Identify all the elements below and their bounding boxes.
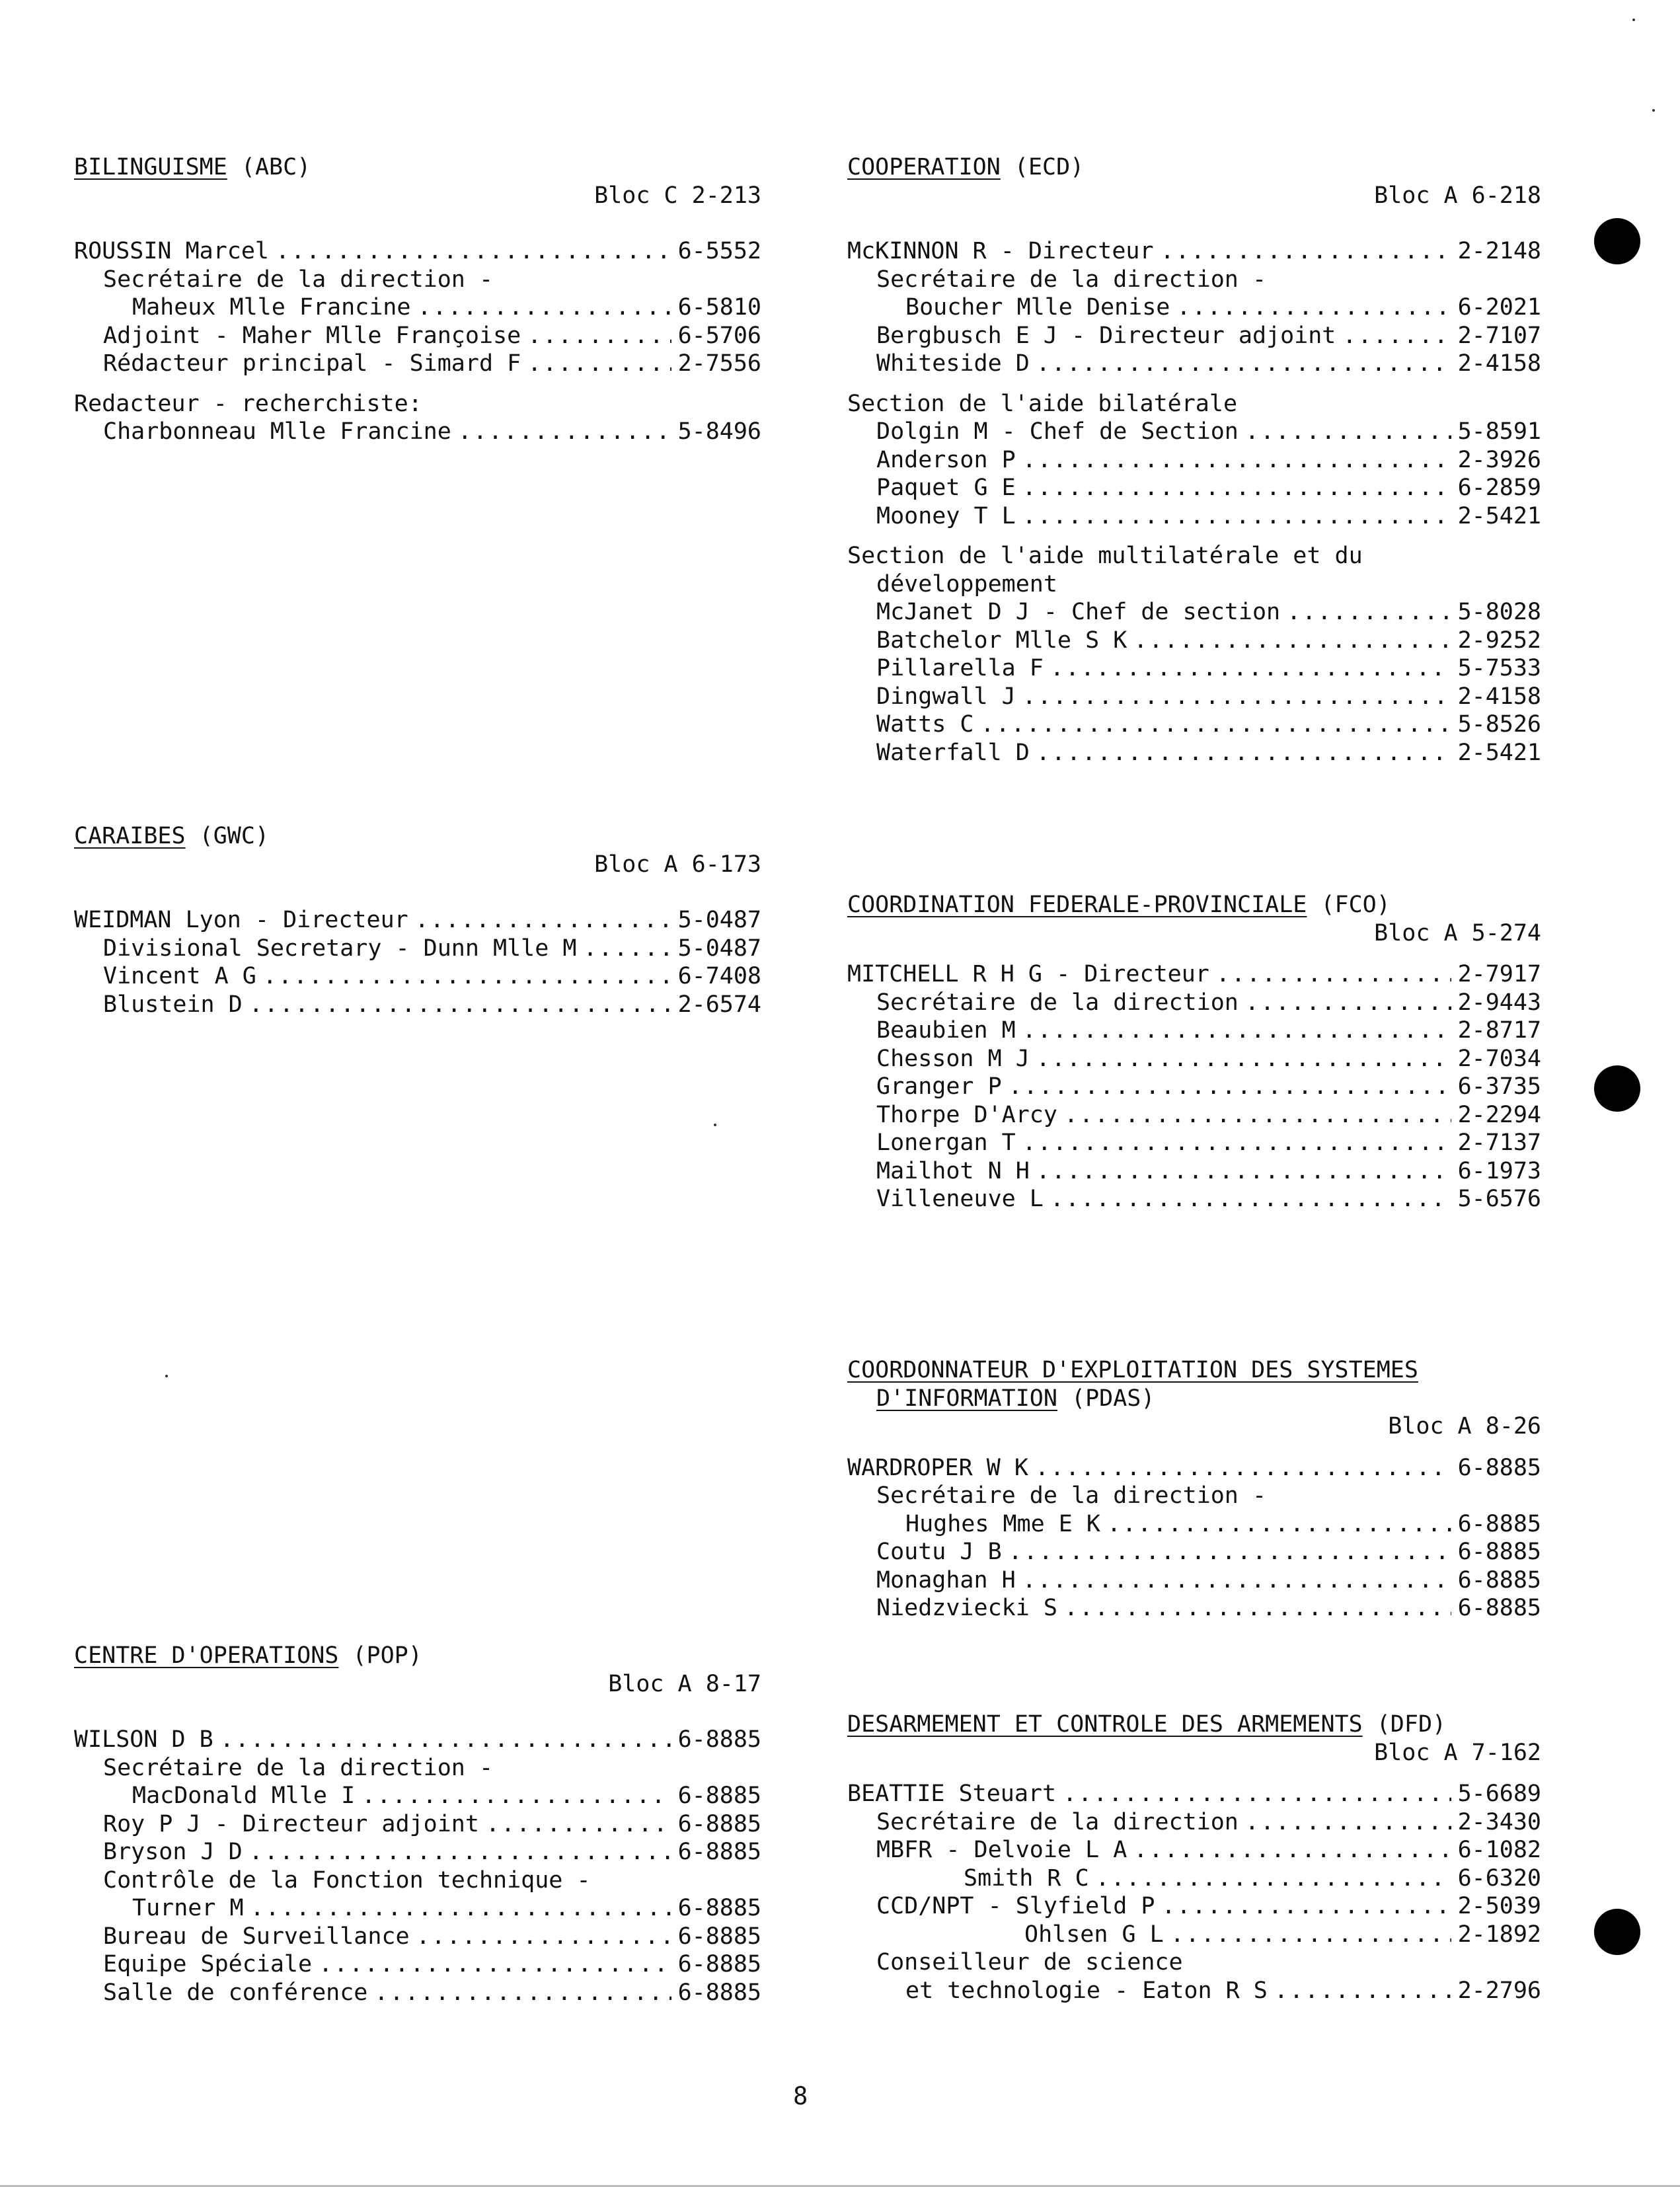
entry-phone: 6-8885	[677, 1895, 761, 1921]
entry-phone: 6-2021	[1457, 294, 1541, 321]
entry-name: Section de l'aide bilatérale	[847, 390, 1238, 417]
entry-phone: 2-9443	[1457, 989, 1541, 1016]
entry-name: Thorpe D'Arcy	[876, 1101, 1057, 1128]
directory-entry	[847, 1594, 1541, 1623]
dot-leader	[1022, 502, 1451, 531]
dot-leader	[1036, 1045, 1451, 1073]
directory-entry	[847, 418, 1541, 446]
dot-leader	[1287, 598, 1451, 627]
entry-phone: 2-7137	[1457, 1130, 1541, 1156]
dot-leader	[583, 935, 671, 963]
entry-name: Niedzviecki S	[876, 1595, 1057, 1621]
entry-name: Batchelor Mlle S K	[876, 627, 1127, 654]
section-bilinguisme	[74, 153, 761, 458]
entry-phone: 2-7107	[1457, 322, 1541, 349]
directory-entry	[74, 1923, 761, 1951]
directory-entry	[74, 322, 761, 350]
section-code: (GWC)	[199, 823, 270, 849]
entry-phone: 2-9252	[1457, 627, 1541, 654]
entry-phone: 6-5810	[677, 294, 761, 321]
entry-phone: 2-7917	[1457, 961, 1541, 987]
directory-entry	[847, 683, 1541, 711]
directory-entry	[847, 293, 1541, 322]
dot-leader	[1096, 1864, 1451, 1893]
entry-phone: 6-8885	[677, 1951, 761, 1977]
entry-name: Bergbusch E J - Directeur adjoint	[876, 322, 1336, 349]
entry-phone: 6-6320	[1457, 1864, 1541, 1892]
section-location: Bloc A 8-17	[608, 1670, 761, 1697]
entry-phone: 6-8885	[1457, 1539, 1541, 1565]
directory-entry	[74, 293, 761, 322]
directory-entry	[74, 1810, 761, 1839]
dot-leader	[1050, 1185, 1451, 1213]
dot-leader	[1161, 1892, 1451, 1921]
entry-phone: 5-6576	[1457, 1186, 1541, 1212]
entry-name: Watts C	[876, 711, 974, 738]
entry-name: Secrétaire de la direction	[876, 989, 1239, 1016]
section-title: COOPERATION	[847, 154, 1001, 180]
directory-entry	[847, 1045, 1541, 1073]
entry-list	[74, 237, 761, 446]
entry-name: MacDonald Mlle I	[132, 1783, 356, 1809]
entry-name: Ohlsen G L	[1024, 1921, 1164, 1948]
dot-leader	[1022, 1566, 1451, 1595]
directory-entry	[847, 1101, 1541, 1130]
section-heading	[847, 891, 1541, 919]
dot-leader	[1036, 350, 1451, 378]
directory-entry	[847, 1948, 1541, 1977]
section-desarmement	[847, 1710, 1541, 2016]
entry-name: Secrétaire de la direction	[876, 1808, 1239, 1835]
dot-leader	[1161, 237, 1451, 266]
directory-entry	[847, 1892, 1541, 1921]
entry-phone: 6-8885	[1457, 1510, 1541, 1537]
directory-entry	[847, 1510, 1541, 1539]
directory-entry	[847, 474, 1541, 502]
directory-entry	[847, 1129, 1541, 1157]
entry-group	[74, 906, 761, 1018]
entry-name: Granger P	[876, 1073, 1002, 1100]
entry-name: Waterfall D	[876, 739, 1030, 766]
entry-phone: 2-2294	[1457, 1101, 1541, 1128]
entry-name: Equipe Spéciale	[103, 1951, 313, 1977]
entry-name: Villeneuve L	[876, 1186, 1044, 1212]
entry-phone: 6-8885	[677, 1783, 761, 1809]
entry-name: Pillarella F	[876, 655, 1044, 681]
directory-entry	[847, 1836, 1541, 1864]
directory-entry	[847, 570, 1541, 599]
entry-list	[847, 1454, 1541, 1623]
dot-leader	[527, 350, 671, 378]
page-number: 8	[793, 2082, 808, 2110]
dot-leader	[1022, 683, 1451, 711]
section-location: Bloc A 5-274	[1374, 919, 1541, 946]
entry-name: Beaubien M	[876, 1017, 1016, 1044]
directory-entry	[74, 1866, 761, 1895]
directory-entry	[847, 350, 1541, 378]
dot-leader	[1022, 474, 1451, 502]
section-heading	[847, 1710, 1541, 1739]
section-coordination-federale	[847, 891, 1541, 1225]
entry-name: Bureau de Surveillance	[103, 1923, 410, 1950]
section-heading	[847, 153, 1541, 182]
directory-entry	[847, 266, 1541, 294]
entry-phone: 2-2148	[1457, 238, 1541, 264]
section-heading	[74, 153, 761, 182]
entry-phone: 5-7533	[1457, 655, 1541, 681]
entry-phone: 5-6689	[1457, 1781, 1541, 1807]
section-title: COORDINATION FEDERALE-PROVINCIALE	[847, 892, 1307, 918]
directory-entry	[847, 1017, 1541, 1045]
entry-name: Monaghan H	[876, 1566, 1016, 1593]
dot-leader	[1170, 1921, 1451, 1949]
dot-leader	[1064, 1101, 1451, 1130]
directory-entry	[74, 962, 761, 991]
entry-phone: 6-5706	[677, 322, 761, 349]
dot-leader	[1050, 654, 1451, 683]
section-title: DESARMEMENT ET CONTROLE DES ARMEMENTS	[847, 1711, 1363, 1738]
entry-name: BEATTIE Steuart	[847, 1781, 1057, 1807]
dot-leader	[249, 991, 671, 1019]
entry-phone: 6-1973	[1457, 1157, 1541, 1184]
entry-name: Divisional Secretary - Dunn Mlle M	[103, 935, 577, 962]
entry-phone: 6-8885	[1457, 1454, 1541, 1481]
directory-entry	[847, 989, 1541, 1017]
scan-speck	[714, 1124, 716, 1126]
section-title: CARAIBES	[74, 823, 186, 849]
scan-speck	[1652, 109, 1655, 112]
entry-list	[847, 237, 1541, 767]
dot-leader	[1009, 1538, 1451, 1566]
section-title: BILINGUISME	[74, 154, 227, 180]
dot-leader	[362, 1782, 671, 1810]
dot-leader	[1107, 1510, 1451, 1539]
dot-leader	[1245, 418, 1451, 446]
dot-leader	[319, 1950, 671, 1979]
directory-entry	[74, 1726, 761, 1754]
section-title: CENTRE D'OPERATIONS	[74, 1642, 339, 1669]
directory-entry	[847, 654, 1541, 683]
entry-name: Roy P J - Directeur adjoint	[103, 1810, 479, 1837]
directory-entry	[847, 390, 1541, 418]
dot-leader	[250, 1894, 671, 1923]
directory-entry	[74, 1979, 761, 2007]
dot-leader	[1342, 322, 1451, 350]
entry-list	[74, 1726, 761, 2007]
entry-phone: 6-8885	[677, 1923, 761, 1950]
entry-name: Anderson P	[876, 446, 1016, 473]
directory-entry	[847, 1921, 1541, 1949]
entry-group	[847, 1780, 1541, 2005]
entry-phone: 6-1082	[1457, 1837, 1541, 1863]
directory-entry	[847, 1454, 1541, 1482]
directory-entry	[74, 237, 761, 266]
entry-phone: 2-4158	[1457, 683, 1541, 710]
entry-list	[74, 906, 761, 1018]
scan-speck	[165, 1375, 168, 1377]
entry-phone: 2-7034	[1457, 1045, 1541, 1072]
entry-name: Salle de conférence	[103, 1979, 368, 2006]
dot-leader	[249, 1838, 671, 1866]
entry-name: Maheux Mlle Francine	[132, 294, 411, 321]
dot-leader	[1022, 446, 1451, 475]
directory-entry	[74, 418, 761, 446]
entry-name: WARDROPER W K	[847, 1454, 1028, 1481]
entry-name: WEIDMAN Lyon - Directeur	[74, 907, 408, 933]
directory-entry	[847, 1157, 1541, 1186]
entry-name: WILSON D B	[74, 1726, 213, 1753]
entry-phone: 2-6574	[677, 991, 761, 1018]
directory-entry	[74, 1754, 761, 1783]
section-heading	[74, 822, 761, 851]
entry-phone: 6-8885	[677, 1979, 761, 2006]
directory-entry	[847, 1073, 1541, 1101]
directory-entry	[847, 960, 1541, 989]
entry-group	[847, 1454, 1541, 1623]
scan-speck	[1632, 19, 1635, 21]
section-code: (ECD)	[1014, 154, 1085, 180]
dot-leader	[1036, 1157, 1451, 1186]
entry-phone: 5-8591	[1457, 418, 1541, 445]
entry-group	[74, 237, 761, 378]
section-location: Bloc C 2-213	[594, 182, 761, 209]
entry-phone: 6-7408	[677, 963, 761, 989]
dot-leader	[1064, 1594, 1451, 1623]
entry-phone: 2-3926	[1457, 446, 1541, 473]
dot-leader	[416, 1923, 671, 1951]
dot-leader	[415, 906, 671, 935]
entry-phone: 2-2796	[1457, 1977, 1541, 2004]
section-title: COORDONNATEUR D'EXPLOITATION DES SYSTEMES	[847, 1357, 1418, 1383]
punch-hole-bottom	[1594, 1909, 1640, 1955]
punch-hole-middle	[1594, 1065, 1640, 1112]
entry-name: Dolgin M - Chef de Section	[876, 418, 1239, 445]
dot-leader	[417, 293, 671, 322]
dot-leader	[1063, 1780, 1451, 1808]
entry-name: Whiteside D	[876, 350, 1030, 377]
entry-phone: 6-8885	[677, 1839, 761, 1865]
entry-name: Chesson M J	[876, 1045, 1030, 1072]
dot-leader	[458, 418, 671, 446]
section-title-line2: D'INFORMATION	[876, 1385, 1057, 1412]
directory-entry	[847, 1780, 1541, 1808]
dot-leader	[981, 710, 1451, 739]
entry-name: CCD/NPT - Slyfield P	[876, 1893, 1155, 1919]
entry-name: Turner M	[132, 1895, 244, 1921]
directory-entry	[847, 598, 1541, 627]
dot-leader	[1022, 1017, 1451, 1045]
directory-entry	[847, 1566, 1541, 1595]
entry-name: McKINNON R - Directeur	[847, 238, 1154, 264]
directory-entry	[74, 1950, 761, 1979]
dot-leader	[263, 962, 671, 991]
dot-leader	[486, 1810, 671, 1839]
section-cooperation	[847, 153, 1541, 779]
entry-group	[74, 1726, 761, 2007]
dot-leader	[1009, 1073, 1451, 1101]
entry-name: Charbonneau Mlle Francine	[103, 418, 451, 445]
entry-phone: 2-7556	[677, 350, 761, 377]
section-location: Bloc A 6-173	[594, 851, 761, 878]
directory-entry	[74, 935, 761, 963]
section-code: (PDAS)	[1071, 1385, 1155, 1412]
directory-entry	[847, 710, 1541, 739]
dot-leader	[1022, 1129, 1451, 1157]
entry-name: Section de l'aide multilatérale et du	[847, 543, 1363, 569]
entry-phone: 2-1892	[1457, 1921, 1541, 1948]
entry-name: Mailhot N H	[876, 1157, 1030, 1184]
entry-phone: 6-5552	[677, 238, 761, 264]
entry-name: Dingwall J	[876, 683, 1016, 710]
section-code: (DFD)	[1376, 1711, 1447, 1738]
entry-phone: 5-0487	[677, 907, 761, 933]
entry-list	[847, 960, 1541, 1213]
directory-entry	[847, 1538, 1541, 1566]
section-code: (POP)	[352, 1642, 422, 1669]
entry-name: McJanet D J - Chef de section	[876, 599, 1281, 625]
entry-name: Adjoint - Maher Mlle Françoise	[103, 322, 521, 349]
directory-entry	[74, 906, 761, 935]
section-caraibes	[74, 822, 761, 1030]
entry-name: Secrétaire de la direction -	[876, 266, 1267, 293]
directory-entry	[74, 1782, 761, 1810]
entry-name: Secrétaire de la direction -	[876, 1482, 1267, 1509]
entry-phone: 2-4158	[1457, 350, 1541, 377]
directory-entry	[847, 502, 1541, 531]
dot-leader	[1133, 627, 1451, 655]
entry-name: Paquet G E	[876, 475, 1016, 501]
entry-phone: 5-8496	[677, 418, 761, 445]
dot-leader	[1176, 293, 1451, 322]
directory-entry	[847, 1185, 1541, 1213]
section-code: (FCO)	[1320, 892, 1391, 918]
entry-name: Contrôle de la Fonction technique -	[103, 1866, 591, 1894]
entry-group	[847, 390, 1541, 531]
section-code: (ABC)	[241, 154, 311, 180]
directory-entry	[74, 991, 761, 1019]
dot-leader	[276, 237, 671, 266]
entry-phone: 6-8885	[677, 1726, 761, 1753]
dot-leader	[374, 1979, 671, 2007]
directory-entry	[847, 1977, 1541, 2005]
dot-leader	[220, 1726, 671, 1754]
section-location: Bloc A 6-218	[1374, 182, 1541, 209]
directory-entry	[847, 322, 1541, 350]
punch-hole-top	[1594, 218, 1640, 264]
directory-entry	[74, 350, 761, 378]
dot-leader	[1274, 1977, 1451, 2005]
directory-entry	[74, 266, 761, 294]
section-heading	[74, 1642, 761, 1670]
entry-group	[847, 542, 1541, 767]
entry-phone: 5-8526	[1457, 711, 1541, 738]
directory-entry	[847, 542, 1541, 570]
directory-entry	[847, 627, 1541, 655]
entry-group	[847, 960, 1541, 1213]
entry-phone: 2-5039	[1457, 1893, 1541, 1919]
entry-name: Hughes Mme E K	[905, 1510, 1101, 1537]
entry-phone: 6-8885	[1457, 1595, 1541, 1621]
entry-phone: 6-3735	[1457, 1073, 1541, 1100]
entry-name: Boucher Mlle Denise	[905, 294, 1170, 321]
entry-phone: 6-2859	[1457, 475, 1541, 501]
entry-name: Coutu J B	[876, 1539, 1002, 1565]
entry-name: Lonergan T	[876, 1130, 1016, 1156]
directory-entry	[847, 1864, 1541, 1893]
section-location: Bloc A 8-26	[1388, 1413, 1541, 1439]
directory-entry	[847, 237, 1541, 266]
entry-name: Vincent A G	[103, 963, 256, 989]
entry-phone: 2-5421	[1457, 502, 1541, 529]
dot-leader	[1035, 1454, 1451, 1482]
directory-entry	[74, 1894, 761, 1923]
entry-phone: 2-8717	[1457, 1017, 1541, 1044]
section-centre-operations	[74, 1642, 761, 2018]
section-location: Bloc A 7-162	[1374, 1739, 1541, 1766]
entry-name: développement	[876, 570, 1057, 597]
directory-entry	[74, 390, 761, 418]
entry-name: Secrétaire de la direction -	[103, 1754, 494, 1781]
entry-name: Redacteur - recherchiste:	[74, 390, 422, 417]
entry-name: MITCHELL R H G - Directeur	[847, 961, 1209, 987]
entry-group	[847, 237, 1541, 378]
entry-phone: 2-3430	[1457, 1808, 1541, 1835]
entry-name: Smith R C	[964, 1864, 1089, 1892]
section-heading	[847, 1356, 1541, 1412]
entry-name: Conseilleur de science	[876, 1949, 1183, 1976]
entry-name: ROUSSIN Marcel	[74, 238, 270, 264]
directory-entry	[847, 739, 1541, 767]
dot-leader	[1245, 1808, 1451, 1837]
dot-leader	[527, 322, 671, 350]
entry-group	[74, 390, 761, 446]
directory-entry	[847, 1808, 1541, 1837]
entry-name: Blustein D	[103, 991, 243, 1018]
dot-leader	[1216, 960, 1451, 989]
directory-entry	[847, 1482, 1541, 1510]
entry-phone: 2-5421	[1457, 739, 1541, 766]
dot-leader	[1036, 739, 1451, 767]
entry-name: Secrétaire de la direction -	[103, 266, 494, 293]
directory-entry	[847, 446, 1541, 475]
entry-list	[847, 1780, 1541, 2005]
dot-leader	[1245, 989, 1451, 1017]
entry-name: Rédacteur principal - Simard F	[103, 350, 521, 377]
entry-phone: 5-0487	[677, 935, 761, 962]
directory-entry	[74, 1838, 761, 1866]
entry-phone: 5-8028	[1457, 599, 1541, 625]
dot-leader	[1133, 1836, 1451, 1864]
entry-name: Bryson J D	[103, 1839, 243, 1865]
entry-phone: 6-8885	[677, 1810, 761, 1837]
entry-name: MBFR - Delvoie L A	[876, 1837, 1127, 1863]
section-coordonnateur-systemes	[847, 1356, 1541, 1634]
entry-name: Mooney T L	[876, 502, 1016, 529]
entry-phone: 6-8885	[1457, 1566, 1541, 1593]
entry-name: et technologie - Eaton R S	[905, 1977, 1268, 2004]
